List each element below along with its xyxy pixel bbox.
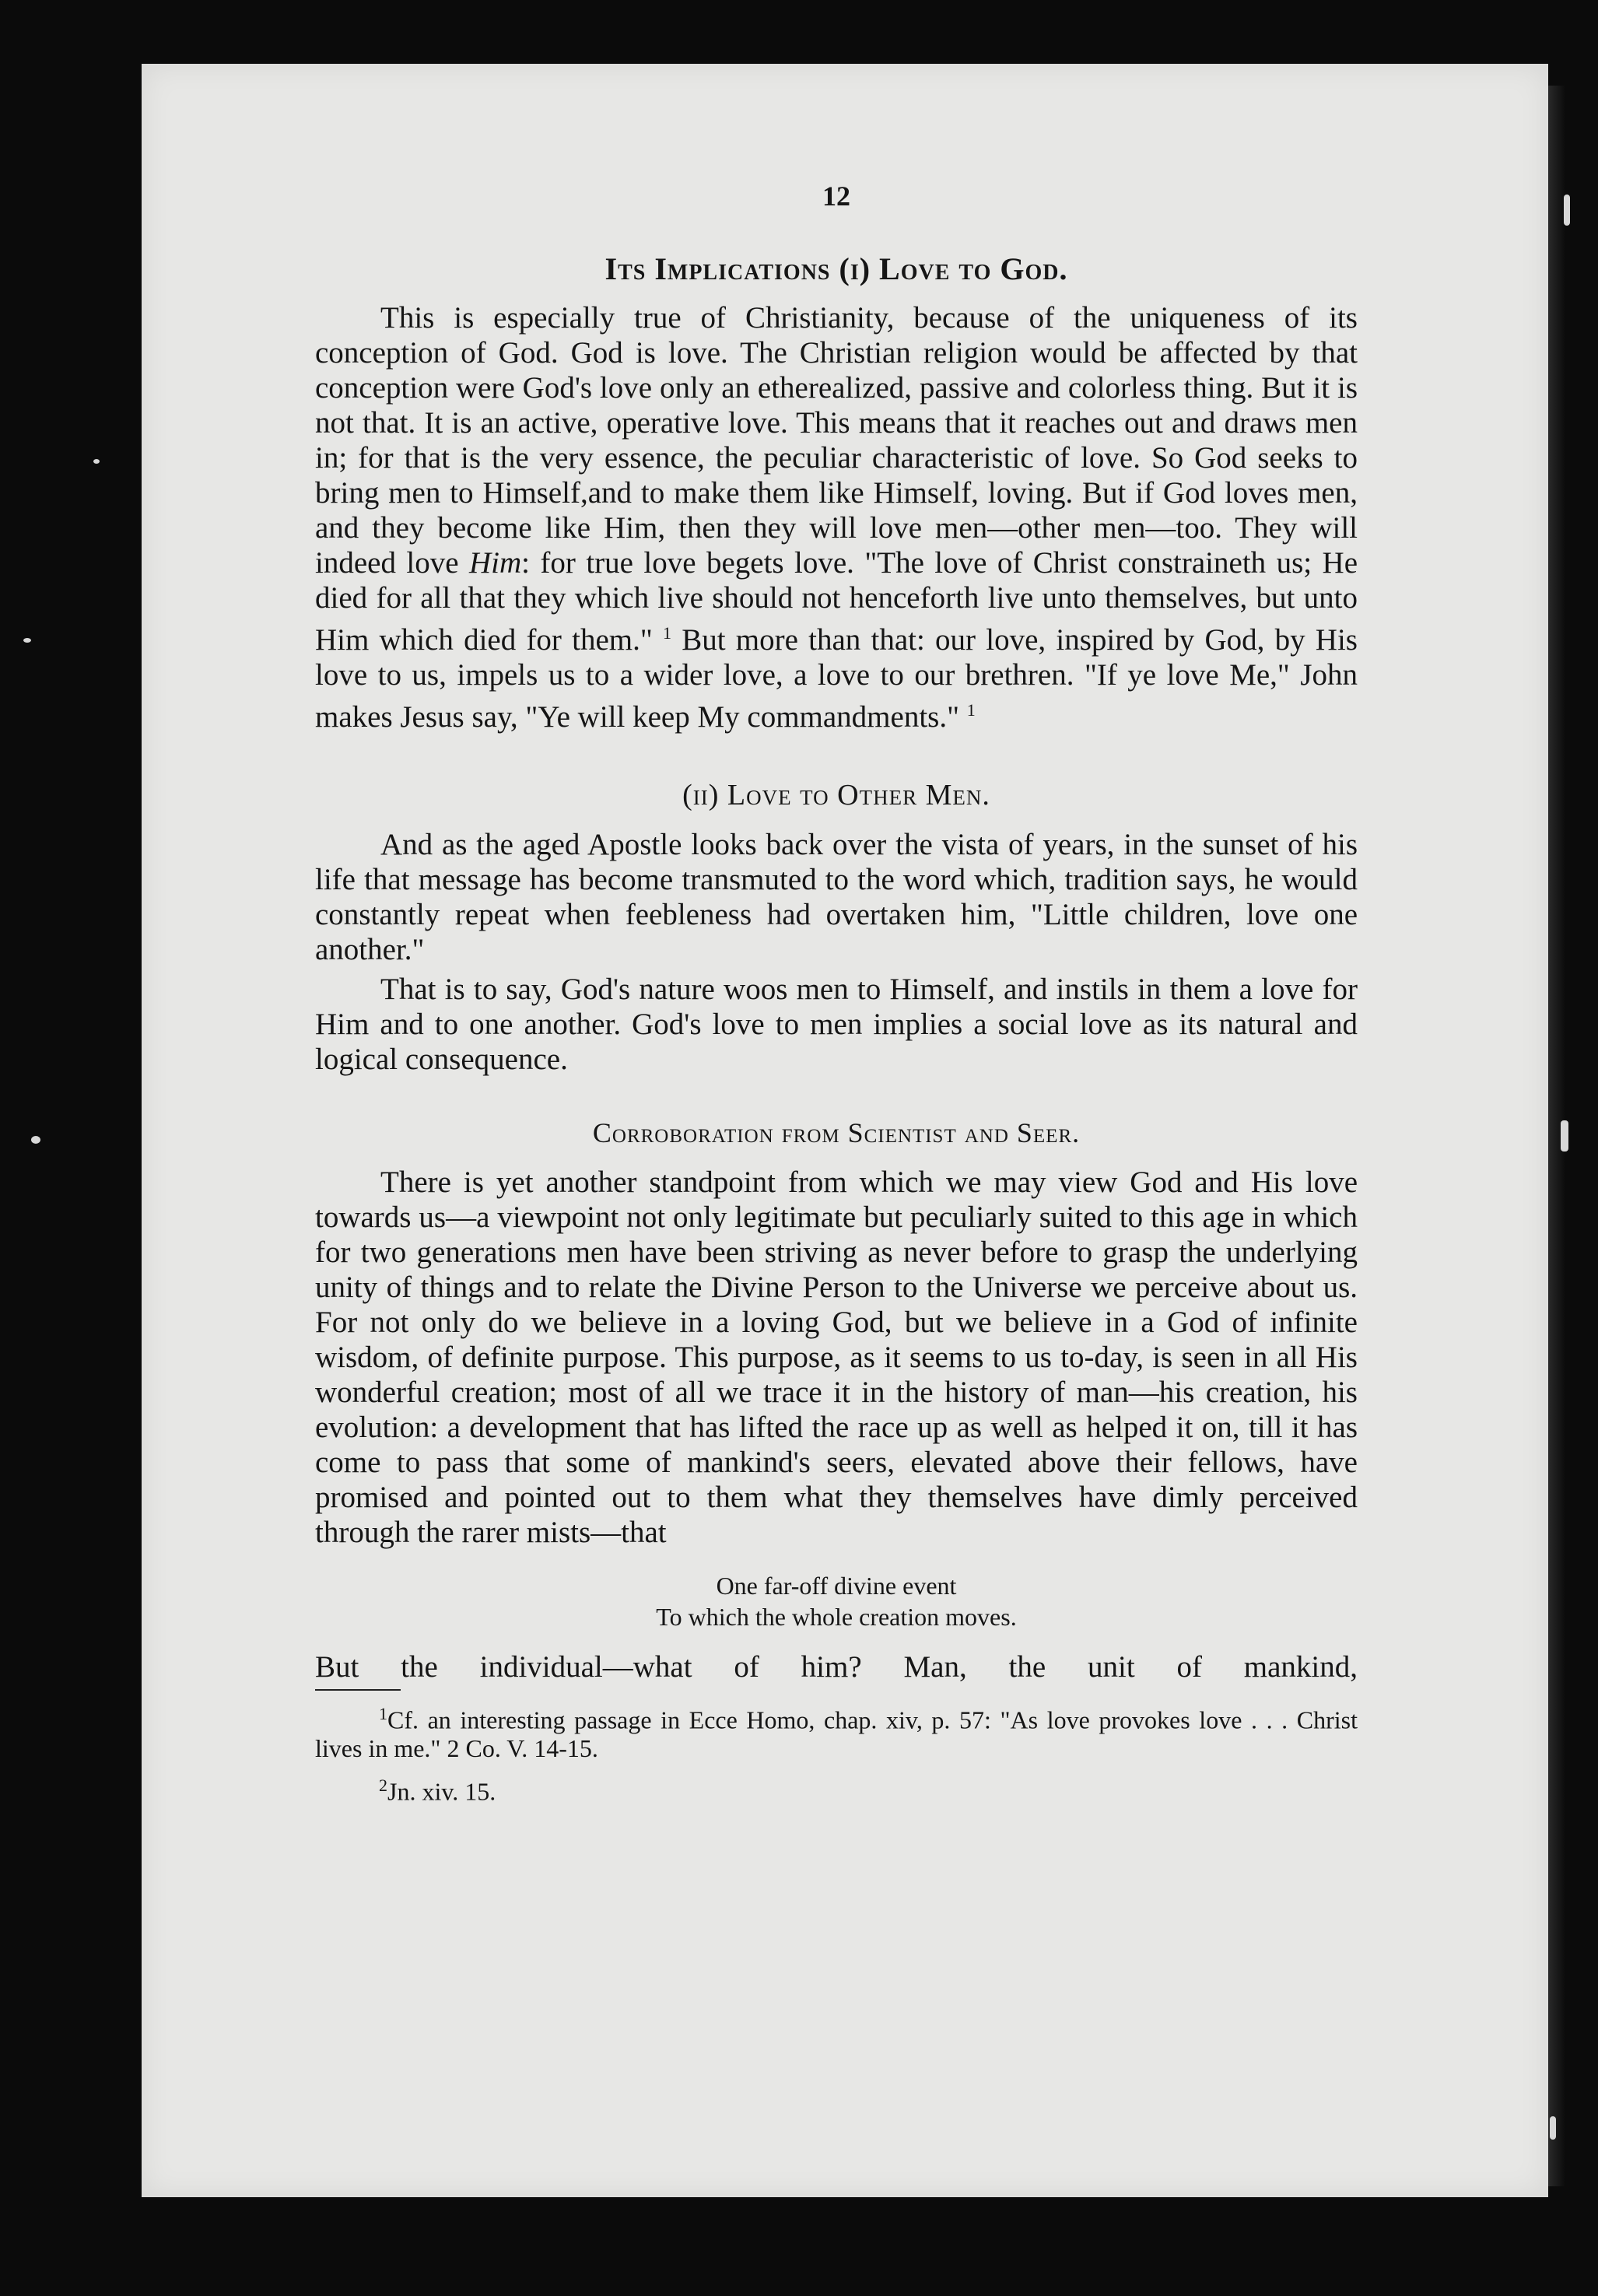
- footnote-marker: 2: [379, 1775, 387, 1795]
- scan-speck: [1561, 1120, 1568, 1152]
- scan-speck: [23, 638, 31, 643]
- scan-speck: [1550, 2116, 1556, 2140]
- footnote-marker: 1: [379, 1704, 387, 1723]
- footnote-text: Jn. xiv. 15.: [387, 1777, 496, 1806]
- closing-line: But the individual—what of him? Man, the unit of mankind,: [315, 1650, 1358, 1684]
- footnote-1: [315, 1700, 1358, 1762]
- paragraph-standpoint: There is yet another standpoint from which we may view God and His love towards us—a viewpoint not only legitimate but peculiarly suited to this age in which for two generations men have been striving as never before to grasp the underlying unity of things and to relate the Divine Person to the Universe we perceive about us. For not only do we believe in a loving God, but we believe in a God of infinite wisdom, of definite purpose. This purpose, as it seems to us to-day, is seen in all His wonderful creation; most of all we trace it in the history of man—his creation, his evolution: a development that has lifted the race up as well as helped it on, till it has come to pass that some of mankind's seers, elevated above their fellows, have promised and pointed out to them what they themselves have dimly perceived through the rarer mists—that: [315, 1166, 1358, 1549]
- footnote-text: Cf. an interesting passage in Ecce Homo, chap. xiv, p. 57: "As love provokes love . . . Christ lives in me." 2 Co. V. 14-15.: [315, 1705, 1358, 1762]
- scan-speck: [93, 459, 100, 464]
- paragraph-christianity: [315, 300, 1358, 734]
- paragraph-text: This is especially true of Christianity, because of the uniqueness of its conception of God. God is love. The Christian religion would be affected by that conception were God's love only an etherealized, passive and colorless thing. But it is not that. It is an active, operative love. This means that it reaches out and draws men in; for that is the very essence, the peculiar characteristic of love. So God seeks to bring men to Himself,and to make them like Himself, loving. But if God loves men, and they become like Him, then they will love men—other men—too. They will indeed: [315, 301, 1358, 580]
- footnote-ref: 1: [663, 623, 672, 643]
- section-heading-corroboration: Corroboration from Scientist and Seer.: [592, 1117, 1081, 1148]
- paragraph-text: But more than that: our love, inspired by God, by His love to us, impels us to a wider love, a love to our brethren. "If ye love Me," John makes Jesus say, "Ye will keep My commandments.": [315, 623, 1358, 734]
- verse-line: To which the whole creation moves.: [656, 1603, 1017, 1631]
- verse-line: One far-off divine event: [716, 1572, 957, 1600]
- scan-speck: [1564, 195, 1570, 226]
- footnote-rule: [315, 1689, 401, 1691]
- page-number: 12: [822, 181, 850, 212]
- paragraph-aged-apostle: And as the aged Apostle looks back over the vista of years, in the sunset of his life that message has become transmuted to the word which, tradition says, he would constantly repeat when feebleness had overtaken him, "Little children, love one another.": [315, 828, 1358, 966]
- section-heading-love-to-god: Its Implications (i) Love to God.: [605, 251, 1068, 286]
- paragraph-text: love: [406, 546, 469, 580]
- footnote-2: [315, 1772, 1358, 1806]
- section-heading-love-to-other-men: (ii) Love to Other Men.: [682, 779, 990, 811]
- emphasis-him: Him: [468, 546, 522, 580]
- paragraph-gods-nature: That is to say, God's nature woos men to Himself, and instils in them a love for Him and to one another. God's love to men implies a social love as its natural and logical consequence.: [315, 973, 1358, 1076]
- scan-speck: [31, 1136, 40, 1144]
- page-text: [315, 179, 1358, 1805]
- verse-quote: [315, 1570, 1358, 1632]
- paragraph-text: : for true love begets love. "The love of Christ constraineth us; He died for all that they which live should not henceforth live unto themselves, but unto Him which died for them.": [315, 546, 1358, 657]
- footnote-ref: 1: [966, 700, 976, 720]
- footnotes: [315, 1700, 1358, 1805]
